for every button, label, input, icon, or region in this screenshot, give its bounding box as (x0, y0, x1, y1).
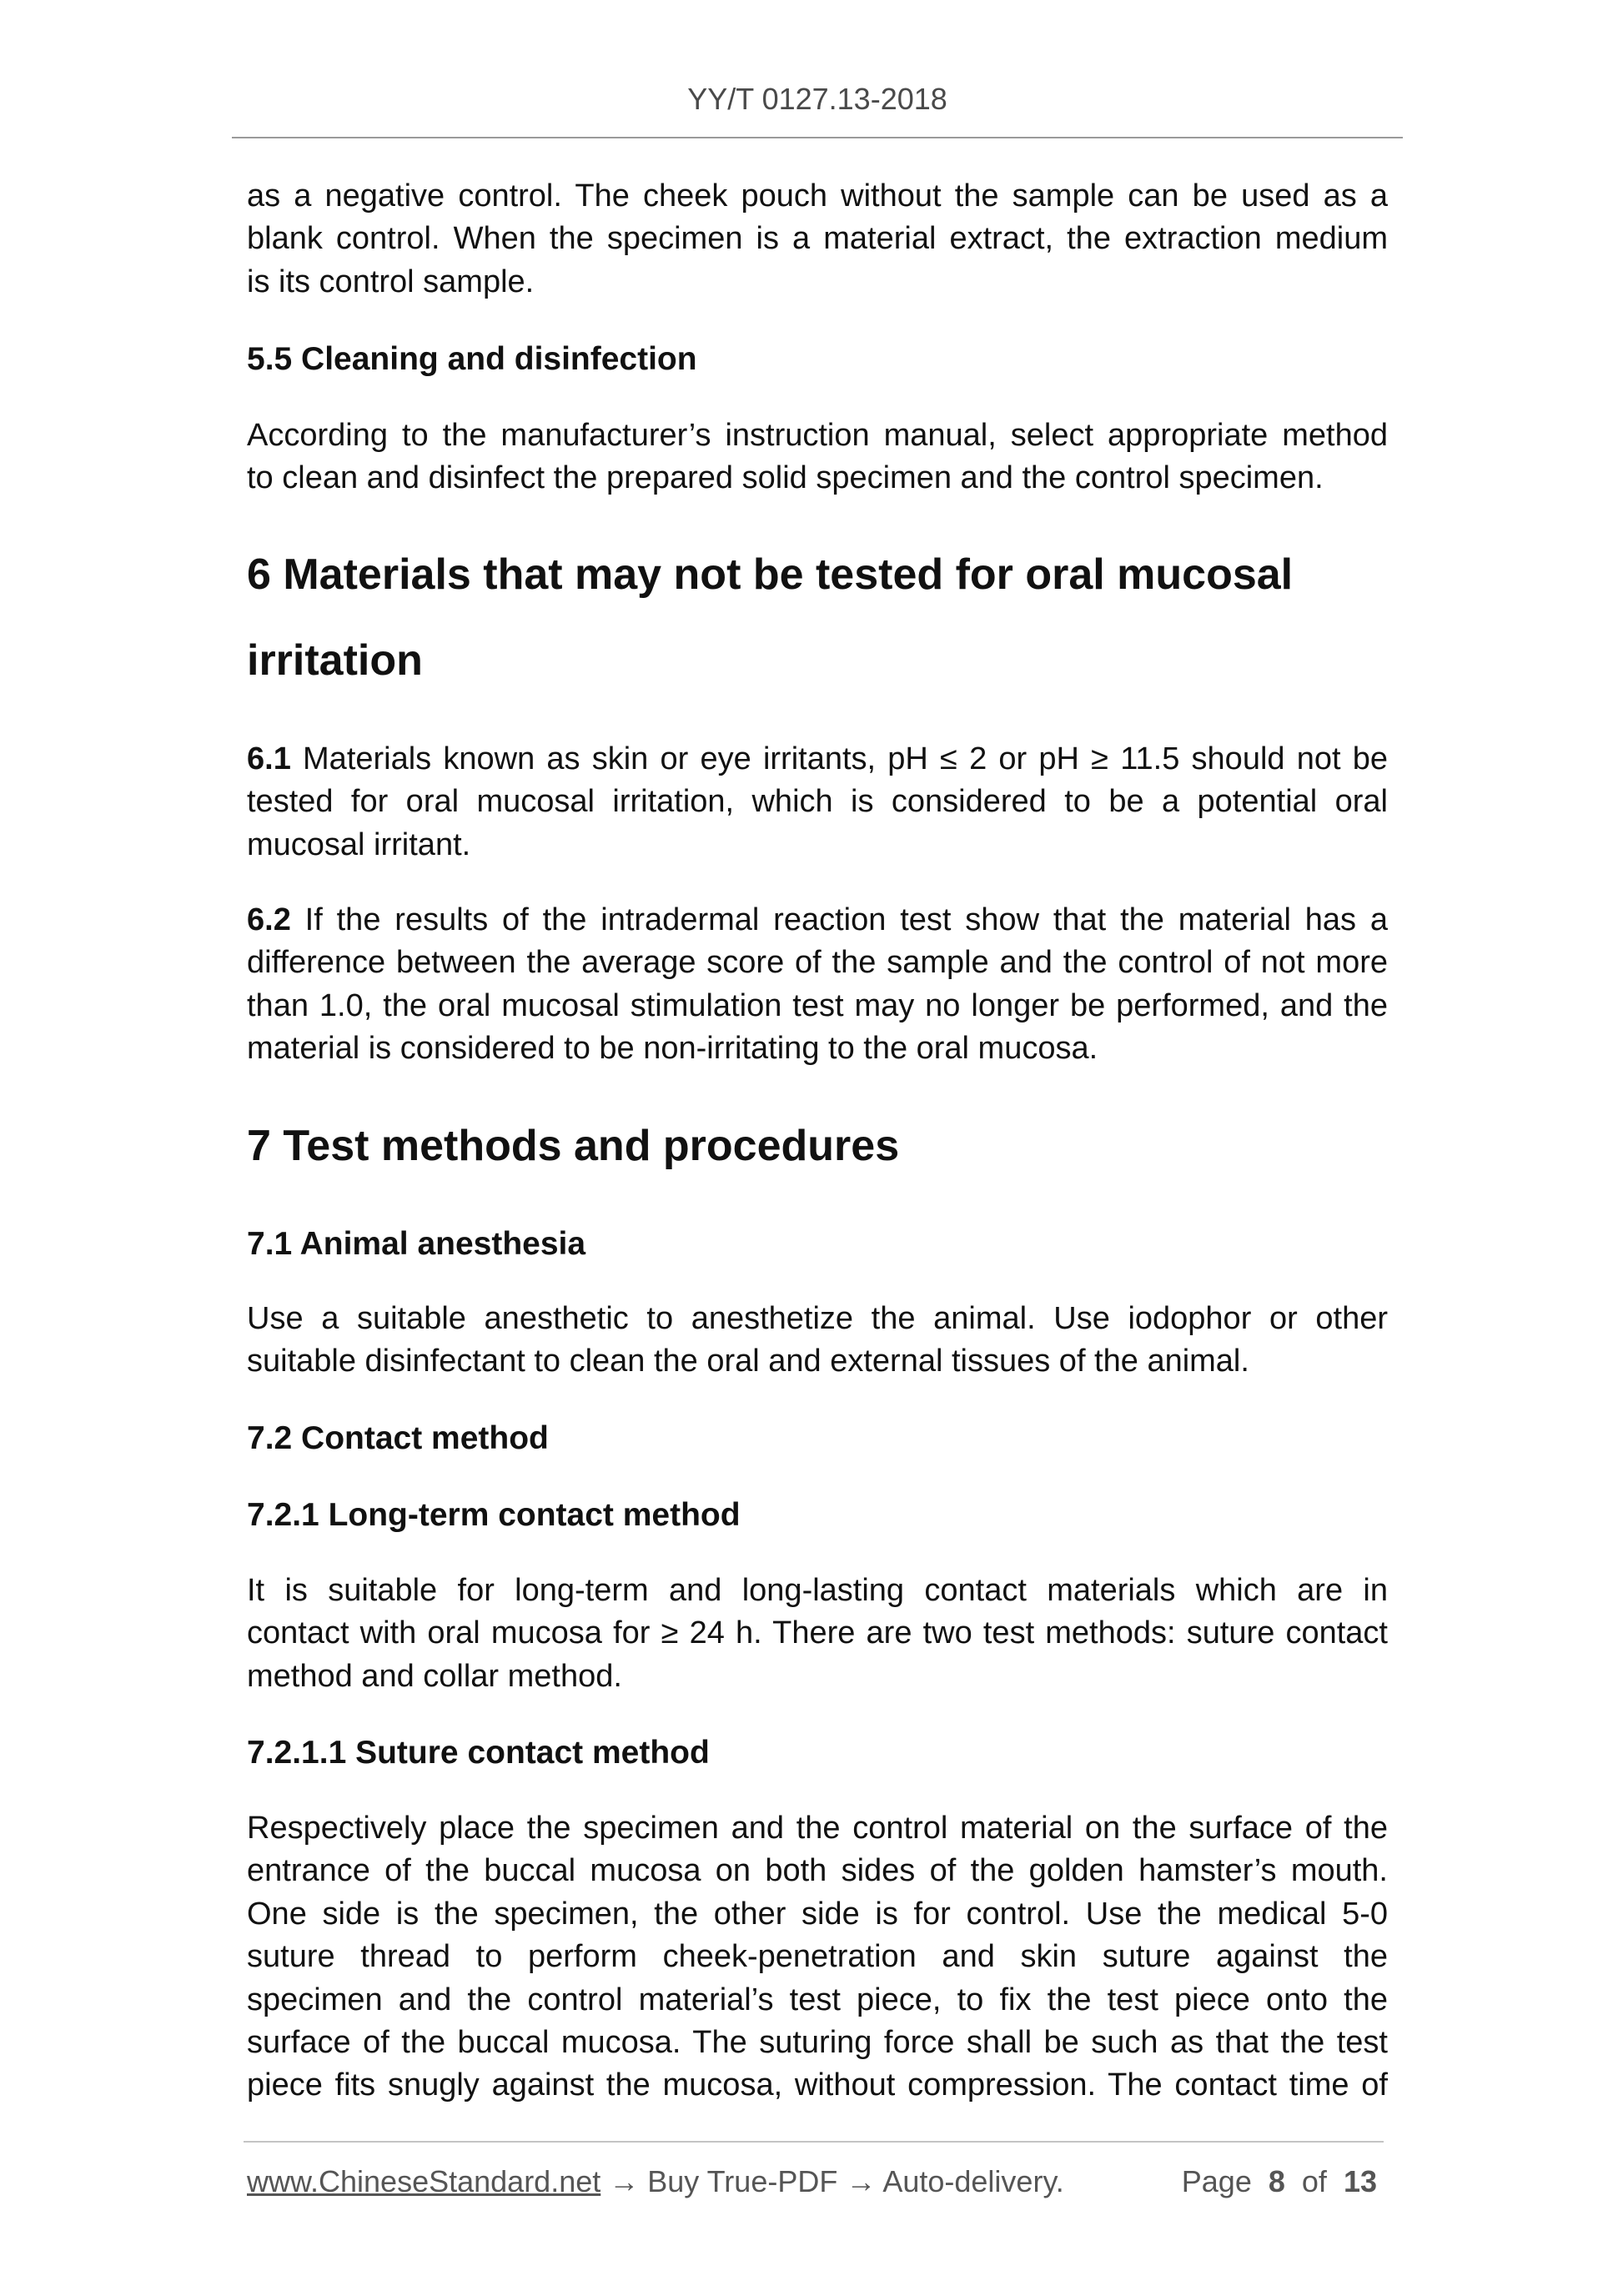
page-label: Page (1181, 2164, 1252, 2198)
paragraph-line: contact with oral mucosa for ≥ 24 h. There are two test methods: suture contact (247, 1615, 1388, 1651)
clause-6-2 (247, 899, 1388, 1071)
clause-text: Materials known as skin or eye irritants, pH ≤ 2 or pH ≥ 11.5 should not be (303, 741, 1389, 776)
heading-line: irritation (247, 636, 423, 685)
heading-line: 6 Materials that may not be tested for oral mucosal (247, 550, 1294, 599)
page-total: 13 (1343, 2164, 1377, 2198)
page-of-label: of (1301, 2164, 1327, 2198)
paragraph-line: method and collar method. (247, 1658, 622, 1694)
paragraph-line: specimen and the control material’s test piece, to fix the test piece onto the (247, 1982, 1388, 2017)
paragraph-5-4-continued (247, 175, 1388, 304)
paragraph-5-5 (247, 414, 1388, 500)
paragraph-7-2-1 (247, 1570, 1388, 1698)
paragraph-line: blank control. When the specimen is a material extract, the extraction medium (247, 221, 1388, 257)
paragraph-line: One side is the specimen, the other side is for control. Use the medical 5-0 (247, 1896, 1388, 1932)
heading-6 (247, 532, 1388, 703)
paragraph-line (247, 738, 1388, 781)
paragraph-line: is its control sample. (247, 264, 535, 299)
paragraph-line: Respectively place the specimen and the control material on the surface of the (247, 1811, 1388, 1846)
page-indicator (1182, 2163, 1377, 2200)
footer-divider (244, 2141, 1384, 2143)
header-document-code: YY/T 0127.13-2018 (687, 82, 947, 116)
footer-promo (247, 2163, 1064, 2200)
heading-7-2-1-1: 7.2.1.1 Suture contact method (247, 1735, 710, 1771)
heading-7-1: 7.1 Animal anesthesia (247, 1226, 586, 1262)
paragraph-line: than 1.0, the oral mucosal stimulation test may no longer be performed, and the (247, 987, 1388, 1023)
paragraph-line: tested for oral mucosal irritation, which is considered to be a potential oral (247, 784, 1388, 820)
paragraph-line: suitable disinfectant to clean the oral and external tissues of the animal. (247, 1344, 1249, 1379)
page-current: 8 (1268, 2164, 1285, 2198)
paragraph-line: difference between the average score of the sample and the control of not more (247, 945, 1388, 981)
website-link[interactable]: www.ChineseStandard.net (247, 2164, 601, 2198)
paragraph-line: mucosal irritant. (247, 826, 471, 862)
paragraph-line: material is considered to be non-irritating to the oral mucosa. (247, 1031, 1098, 1067)
paragraph-line: entrance of the buccal mucosa on both sides of the golden hamster’s mouth. (247, 1853, 1388, 1889)
paragraph-line: surface of the buccal mucosa. The suturing force shall be such as that the test (247, 2025, 1388, 2061)
heading-7-2: 7.2 Contact method (247, 1420, 549, 1456)
footer-promo-text: → Buy True-PDF → Auto-delivery. (609, 2164, 1064, 2198)
paragraph-line: Use a suitable anesthetic to anesthetize the animal. Use iodophor or other (247, 1301, 1388, 1336)
header-divider (232, 137, 1403, 138)
paragraph-line: piece fits snugly against the mucosa, without compression. The contact time of (247, 2067, 1388, 2103)
paragraph-line: to clean and disinfect the prepared solid specimen and the control specimen. (247, 460, 1324, 496)
paragraph-7-1 (247, 1298, 1388, 1384)
clause-number: 6.1 (247, 741, 291, 776)
paragraph-7-2-1-1 (247, 1807, 1388, 2108)
page-footer (247, 2163, 1377, 2200)
heading-5-5: 5.5 Cleaning and disinfection (247, 341, 697, 377)
clause-text: If the results of the intradermal reaction test show that the material has a (304, 902, 1388, 937)
paragraph-line (247, 899, 1388, 942)
paragraph-line: suture thread to perform cheek-penetration and skin suture against the (247, 1939, 1388, 1975)
clause-number: 6.2 (247, 902, 291, 937)
paragraph-line: as a negative control. The cheek pouch without the sample can be used as a (247, 178, 1388, 214)
paragraph-line: It is suitable for long-term and long-lasting contact materials which are in (247, 1573, 1388, 1608)
paragraph-line: According to the manufacturer’s instruction manual, select appropriate method (247, 418, 1388, 453)
heading-7: 7 Test methods and procedures (247, 1122, 900, 1170)
clause-6-1 (247, 738, 1388, 867)
heading-7-2-1: 7.2.1 Long-term contact method (247, 1497, 741, 1533)
